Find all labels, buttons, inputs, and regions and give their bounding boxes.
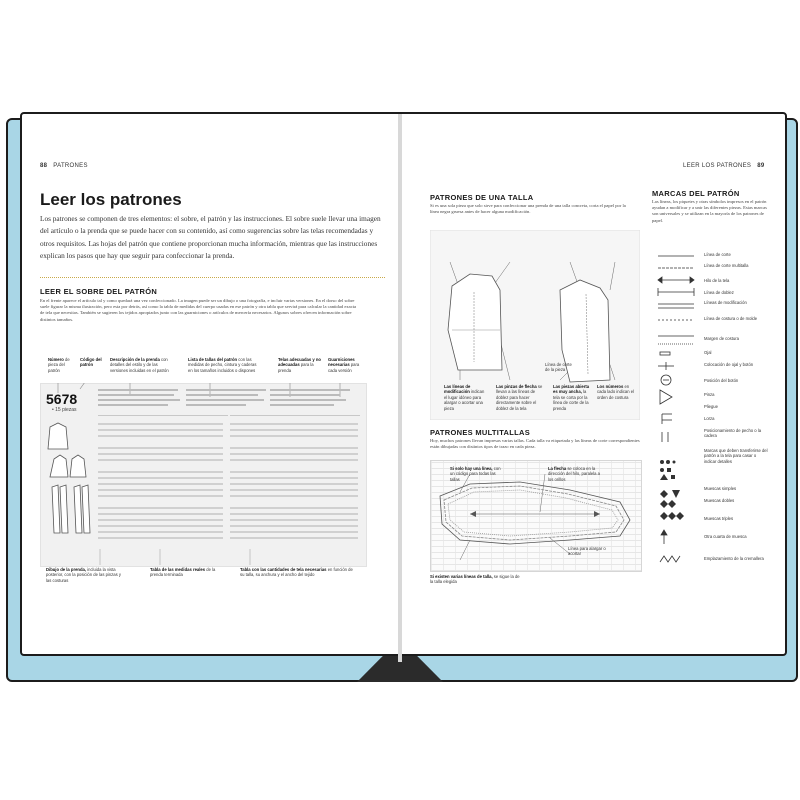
left-running-head [40,163,88,169]
mark-label: Línea de costura o de molde [704,316,758,321]
callout-fabric-quantities: Tabla con las cantidades de tela necesarias en función de su talla, su anchura y el ancho del tejido [240,567,353,578]
mark-label: Muescas dobles [704,498,735,503]
mark-label: Hilo de la tela [704,278,730,283]
mark-label: Línea de corte [704,252,731,257]
pattern-pieces-count: • 15 piezas [52,407,77,413]
callout-several-lines: Si existen varias líneas de talla, se sigue la de la talla elegida [430,574,520,585]
envelope-back-illustration [40,383,365,565]
mark-label: Línea de corte multitalla [704,263,749,268]
intro-text: Los patrones se componen de tres elementos: el sobre, el patrón y las instrucciones. El sobre suele llevar una imagen del artículo o la prenda que se puede hacer con su contenido, así como sugerencias sobre las telas recomendadas y otros requisitos. Las hojas del patrón que contiene proporcionan mucha información, mientras que las instrucciones explican los pasos que hay que seguir para confeccionar la prenda. [40,214,381,261]
callout-numbers: Los números en cada lado indican el orden de costura [597,384,635,400]
marks-title: MARCAS DEL PATRÓN [652,189,740,198]
marks-symbols [650,248,700,578]
callout-modification-lines: Las líneas de modificación indican el lugar idóneo para alargar o acortar una pieza [444,384,485,411]
mark-label: Emplazamiento de la cremallera [704,556,764,561]
page-gutter [398,114,402,662]
page-title: Leer los patrones [40,190,182,209]
mark-label: Marcas que deben transferirse del patrón a la tela para casar o indicar detalles [704,448,768,464]
mark-label: Ojal [704,350,712,355]
callout-fold-arrows: Las pinzas de flecha se llevan a las líneas de doblez para hacer directamente sobre el doblez de la tela [496,384,543,411]
multi-size-body: Hoy, muchos patrones llevan impresas varias tallas. Cada talla va etiquetada y las líneas de corte correspondientes están dibujadas con distintos tipos de trazo en cada pieza. [430,438,640,450]
pattern-number: 5678 [46,391,78,407]
mark-label: Pliegue [704,404,718,409]
mark-label: Pinza [704,392,715,397]
callout-garment-drawing: Dibujo de la prenda, incluida la vista posterior, con la posición de las pinzas y las costuras [46,567,121,583]
section-divider [40,277,385,278]
callout-notions: Guarniciones necesarias para cada versión [328,357,360,373]
mark-label: Posición del botón [704,378,739,383]
single-size-body: Si es una sola pieza que solo sirve para confeccionar una prenda de una talla concreta, corta el papel por la línea negra gruesa antes de hacer alguna modificación. [430,203,626,215]
callout-pattern-code: Código del patrón [80,357,102,368]
left-section-name: PATRONES [53,163,88,169]
right-page-number: 89 [757,163,765,169]
mark-label: Muescas triples [704,516,734,521]
mark-label: Líneas de modificación [704,300,747,305]
mark-label: Línea de doblez [704,290,734,295]
callout-grain-arrow: La flecha se coloca en la dirección del hilo, paralela a los orillos [548,466,600,482]
mark-label: Margen de costura [704,336,739,341]
marks-body: Las líneas, los piquetes y otras símbolos impresos en el patrón ayudan a modificar y a unir las diferentes piezas. Estas marcas son universales y se utilizan en la mayoría de los patrones de papel. [652,199,767,223]
multi-size-title: PATRONES MULTITALLAS [430,428,531,437]
callout-open-piece: Las piezas abierta es muy ancha, la tela se corta por la línea de corte de la prenda [553,384,590,411]
mark-label: Lorza [704,416,715,421]
callout-cut-line: Línea de corte de la pieza [545,362,572,373]
callout-single-line: Si solo hay una línea, con un código para todas las tallas [450,466,501,482]
callout-piece-number: Número de pieza del patrón [48,357,70,373]
mark-label: Posicionamiento de pecho o la cadera [704,428,762,439]
envelope-section-title: LEER EL SOBRE DEL PATRÓN [40,287,158,296]
callout-lengthen-line: Línea para alargar o acortar [568,546,606,557]
callout-fabrics: Telas adecuadas y no adecuadas para la prenda [278,357,321,373]
right-running-head [683,163,768,169]
left-page-number: 88 [40,163,48,169]
mark-label: Otra cuarta de muesca [704,534,747,539]
right-section-name: LEER LOS PATRONES [683,163,752,169]
envelope-section-body: En el frente aparece el artículo tal y como quedará una vez confeccionado. La imagen puede ser un dibujo o una fotografía, e incluir varias versiones. En el dorso del sobre suele figurar la misma ilustración, pero esta por detrás, así como la tabla de medidas del cuerpo usadas en ese patrón y otra tabla que servirá para calcular la cantidad exacta de tela que necesitas. También se sugieren los tejidos apropiados junto con las guarniciones o artículos de mercería necesarios. Algunos sobres ofrecen información sobre distintos tamaños. [40,298,357,322]
mark-label: Colocación de ojal y botón [704,362,754,367]
callout-size-list: Lista de tallas del patrón con las medidas de pecho, cintura y caderas en los tamaños incluidos o dispones [188,357,257,373]
marks-legend [704,252,769,582]
callout-finished-measures: Tabla de las medidas reales de la prenda terminada [150,567,216,578]
callout-garment-description: Descripción de la prenda con detalles del estilo y de las versiones incluidas en el patrón [110,357,169,373]
single-size-title: PATRONES DE UNA TALLA [430,193,534,202]
mark-label: Muescas simples [704,486,737,491]
